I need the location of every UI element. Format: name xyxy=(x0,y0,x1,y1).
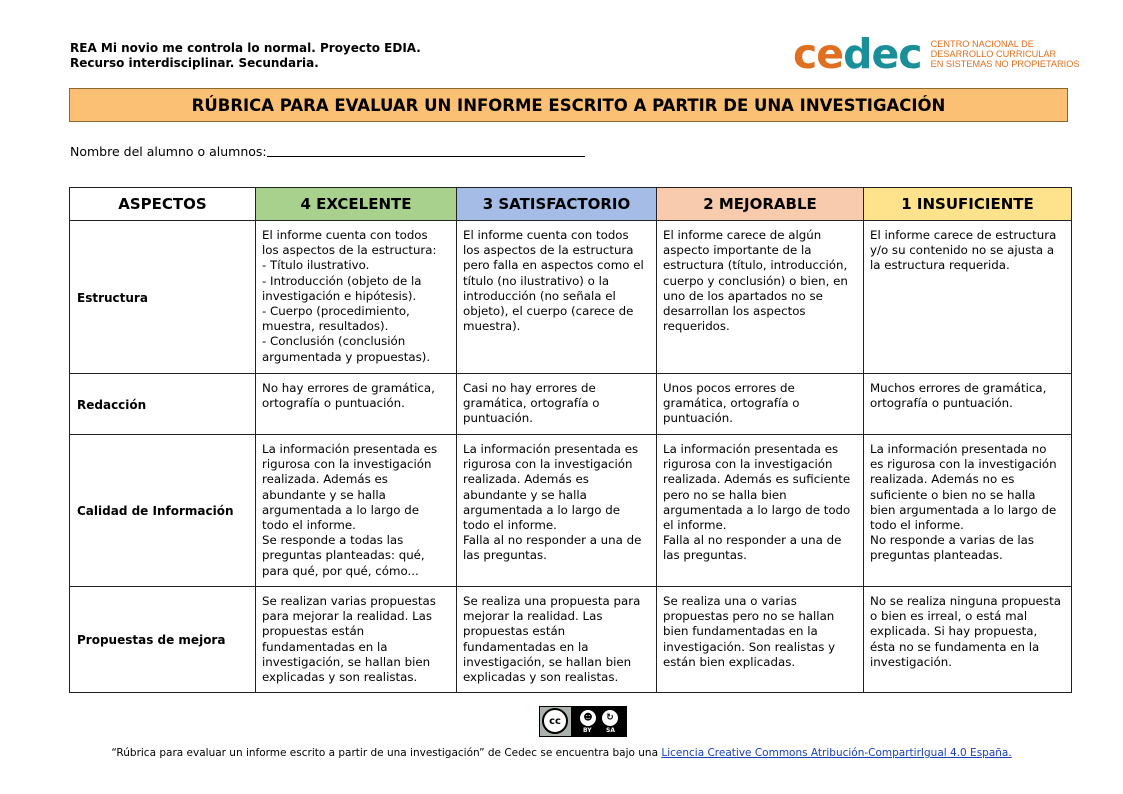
rubric-header-row xyxy=(70,188,1072,221)
license-footer xyxy=(0,747,1123,759)
rubric-cell: El informe carece de estructura y/o su contenido no se ajusta a la estructura requerida. xyxy=(864,221,1072,374)
rubric-cell: Casi no hay errores de gramática, ortografía o puntuación. xyxy=(457,374,657,435)
rubric-cell: La información presentada no es rigurosa con la investigación realizada. Además no es suficiente o bien no se halla bien argumentada a lo largo de todo el informe. No responde a varias de las preguntas planteadas. xyxy=(864,435,1072,587)
rubric-cell: Unos pocos errores de gramática, ortografía o puntuación. xyxy=(657,374,864,435)
by-person-icon: ☻ xyxy=(580,710,596,726)
row-aspect: Estructura xyxy=(70,221,256,374)
row-aspect: Redacción xyxy=(70,374,256,435)
header-insuficiente: 1 INSUFICIENTE xyxy=(864,188,1072,221)
cc-icon: cc xyxy=(542,708,568,734)
sa-share-icon: ↻ xyxy=(602,710,618,726)
table-row xyxy=(70,374,1072,435)
row-aspect: Calidad de Información xyxy=(70,435,256,587)
rubric-cell: La información presentada es rigurosa con la investigación realizada. Además es abundante y se halla argumentada a lo largo de todo el informe. Se responde a todas las preguntas planteadas: qué, para qué, por qué, cómo... xyxy=(256,435,457,587)
rubric-cell: No hay errores de gramática, ortografía o puntuación. xyxy=(256,374,457,435)
resource-title-line: REA Mi novio me controla lo normal. Proyecto EDIA. xyxy=(70,41,421,55)
rubric-cell: El informe cuenta con todos los aspectos de la estructura pero falla en aspectos como el título (no ilustrativo) o la introducción (no señala el objeto), el cuerpo (carece de muestra). xyxy=(457,221,657,374)
rubric-cell: Se realiza una propuesta para mejorar la realidad. Las propuestas están fundamentadas en la investigación, se hallan bien explicadas y son realistas. xyxy=(457,587,657,693)
table-row xyxy=(70,587,1072,693)
rubric-cell: La información presentada es rigurosa con la investigación realizada. Además es suficiente pero no se halla bien argumentada a lo largo de todo el informe. Falla al no responder a una de las preguntas. xyxy=(657,435,864,587)
resource-header xyxy=(70,41,421,71)
cedec-wordmark: cedec xyxy=(793,30,922,78)
table-row xyxy=(70,221,1072,374)
rubric-cell: El informe cuenta con todos los aspectos de la estructura: - Título ilustrativo. - Introducción (objeto de la investigación e hipótesis). - Cuerpo (procedimiento, muestra, resultados). - Conclusión (conclusión argumentada y propuestas). xyxy=(256,221,457,374)
rubric-cell: Muchos errores de gramática, ortografía o puntuación. xyxy=(864,374,1072,435)
table-row xyxy=(70,435,1072,587)
student-name-blank xyxy=(267,143,585,157)
rubric-title: RÚBRICA PARA EVALUAR UN INFORME ESCRITO A PARTIR DE UNA INVESTIGACIÓN xyxy=(69,88,1068,122)
student-name-field xyxy=(70,143,585,159)
cedec-subtitle: CENTRO NACIONAL DE DESARROLLO CURRICULAR EN SISTEMAS NO PROPIETARIOS xyxy=(930,39,1080,69)
license-link[interactable]: Licencia Creative Commons Atribución-CompartirIgual 4.0 España. xyxy=(661,747,1012,759)
cedec-logo xyxy=(793,30,1080,78)
rubric-table xyxy=(69,187,1072,693)
cc-badge-dark-band xyxy=(571,707,627,736)
license-text: “Rúbrica para evaluar un informe escrito a partir de una investigación” de Cedec se encuentra bajo una xyxy=(111,747,662,759)
resource-type-line: Recurso interdisciplinar. Secundaria. xyxy=(70,56,319,70)
header-excelente: 4 EXCELENTE xyxy=(256,188,457,221)
rubric-cell: La información presentada es rigurosa con la investigación realizada. Además es abundante y se halla argumentada a lo largo de todo el informe. Falla al no responder a una de las preguntas. xyxy=(457,435,657,587)
rubric-cell: No se realiza ninguna propuesta o bien es irreal, o está mal explicada. Si hay propuesta, ésta no se fundamenta en la investigación. xyxy=(864,587,1072,693)
rubric-cell: Se realizan varias propuestas para mejorar la realidad. Las propuestas están fundamentadas en la investigación, se hallan bien explicadas y son realistas. xyxy=(256,587,457,693)
student-name-label: Nombre del alumno o alumnos: xyxy=(70,144,267,159)
header-satisfactorio: 3 SATISFACTORIO xyxy=(457,188,657,221)
rubric-cell: Se realiza una o varias propuestas pero no se hallan bien fundamentadas en la investigación. Son realistas y están bien explicadas. xyxy=(657,587,864,693)
row-aspect: Propuestas de mejora xyxy=(70,587,256,693)
by-label: BY xyxy=(583,727,592,734)
cc-by-sa-badge[interactable] xyxy=(539,706,627,737)
header-mejorable: 2 MEJORABLE xyxy=(657,188,864,221)
header-aspects: ASPECTOS xyxy=(70,188,256,221)
rubric-cell: El informe carece de algún aspecto importante de la estructura (título, introducción, cuerpo y conclusión) o bien, en uno de los apartados no se desarrollan los aspectos requeridos. xyxy=(657,221,864,374)
sa-label: SA xyxy=(606,727,615,734)
